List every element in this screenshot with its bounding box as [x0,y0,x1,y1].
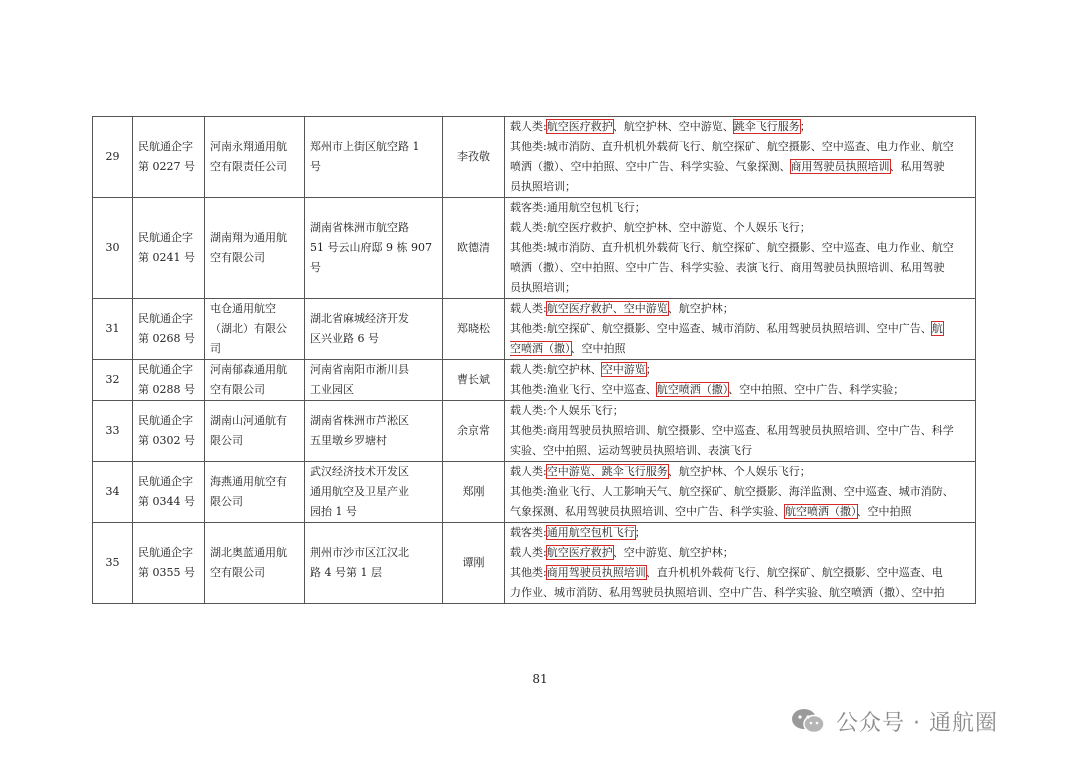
address-line: 河南省南阳市淅川县 [310,363,409,376]
scope-text: 载人类: [510,465,547,478]
table-row [93,360,976,401]
scope-text: 载人类:个人娱乐飞行； [510,404,624,417]
scope-text: 、空中游览、航空护林； [612,546,734,559]
legal-representative: 余京常 [457,424,490,437]
row-number-cell [93,117,133,198]
scope-line [510,482,970,502]
business-scope-cell [505,198,976,299]
legal-representative: 曹长斌 [457,373,490,386]
permit-line: 民航通企字 [138,231,193,244]
company-line: 限公司 [210,434,243,447]
permit-line: 第 0241 号 [138,251,195,264]
highlighted-service: 航空喷洒（撒） [785,505,857,518]
table-row [93,523,976,604]
address-cell [305,523,443,604]
highlighted-service: 空喷洒（撒） [510,342,571,355]
permit-line: 第 0302 号 [138,434,195,447]
person-cell [443,117,505,198]
person-cell [443,523,505,604]
company-cell [205,117,305,198]
highlighted-service: 通用航空包机飞行 [546,526,635,539]
address-cell [305,198,443,299]
scope-line [510,380,970,400]
table-row [93,401,976,462]
permit-cell [133,117,205,198]
legal-representative: 李孜敬 [457,150,490,163]
scope-line [510,563,970,583]
row-number-cell [93,523,133,604]
company-line: 河南永翔通用航 [210,140,287,153]
company-line: 屯仓通用航空 [210,302,276,315]
address-cell [305,462,443,523]
address-line: 号 [310,160,321,173]
permit-cell [133,360,205,401]
permit-line: 民航通企字 [138,140,193,153]
address-cell [305,360,443,401]
scope-text: 、空中拍照、空中广告、科学实验； [728,383,905,396]
permit-line: 民航通企字 [138,546,193,559]
address-line: 51 号云山府邸 9 栋 907 [310,241,432,254]
address-line: 通用航空及卫星产业 [310,485,409,498]
scope-text: 、航空护林、个人娱乐飞行； [667,465,811,478]
scope-line [510,278,970,298]
company-line: 空有限责任公司 [210,160,287,173]
scope-text: 其他类:渔业飞行、人工影响天气、航空探矿、航空摄影、海洋监测、空中巡查、城市消防、 [510,485,954,498]
scope-text: 其他类: [510,566,547,579]
scope-line [510,157,970,177]
scope-line [510,319,970,339]
table-row [93,117,976,198]
scope-text: 气象探测、私用驾驶员执照培训、空中广告、科学实验、 [510,505,785,518]
wechat-icon [790,706,826,736]
table-row [93,462,976,523]
highlighted-service: 航空喷洒（撒） [656,383,729,396]
scope-line [510,238,970,258]
scope-text: 力作业、城市消防、私用驾驶员执照培训、空中广告、科学实验、航空喷洒（撒）、空中拍 [510,586,945,599]
highlighted-service: 商用驾驶员执照培训 [790,160,890,173]
scope-text: 、航空护林、空中游览、 [612,120,734,133]
scope-line [510,462,970,482]
address-line: 荆州市沙市区江汉北 [310,546,409,559]
permit-line: 第 0288 号 [138,383,195,396]
permit-cell [133,198,205,299]
scope-text: 员执照培训； [510,180,576,193]
scope-text: 、私用驾驶 [889,160,945,173]
legal-representative: 郑刚 [462,485,485,498]
scope-line [510,299,970,319]
permit-line: 第 0268 号 [138,332,195,345]
address-line: 湖南省株洲市芦淞区 [310,414,409,427]
scope-line [510,543,970,563]
watermark-text: 公众号 · 通航圈 [836,710,998,736]
permit-line: 民航通企字 [138,312,193,325]
scope-line [510,360,970,380]
row-number: 33 [105,424,120,437]
registry-table-body [93,117,976,604]
permit-line: 第 0355 号 [138,566,195,579]
highlighted-service: 空中游览 [601,363,646,376]
scope-text: 其他类:城市消防、直升机机外载荷飞行、航空探矿、航空摄影、空中巡查、电力作业、航空 [510,241,954,254]
business-scope-cell [505,523,976,604]
scope-text: 、航空护林； [667,302,734,315]
watermark [790,701,998,741]
scope-text: 载人类:航空医疗救护、航空护林、空中游览、个人娱乐飞行； [510,221,811,234]
highlighted-service: 航空医疗救护 [546,120,613,133]
scope-line [510,583,970,603]
address-line: 湖南省株洲市航空路 [310,221,409,234]
permit-cell [133,299,205,360]
highlighted-service: 航空医疗救护 [546,546,613,559]
registry-table [92,116,976,604]
scope-line [510,502,970,522]
address-cell [305,117,443,198]
address-line: 路 4 号第 1 层 [310,566,382,579]
business-scope-cell [505,360,976,401]
address-cell [305,401,443,462]
address-line: 武汉经济技术开发区 [310,465,409,478]
row-number-cell [93,299,133,360]
row-number-cell [93,401,133,462]
row-number: 31 [105,322,120,335]
scope-text: 员执照培训； [510,281,576,294]
permit-line: 民航通企字 [138,363,193,376]
scope-text: ； [645,363,657,376]
person-cell [443,198,505,299]
company-line: 湖南山河通航有 [210,414,287,427]
scope-line [510,177,970,197]
scope-line [510,137,970,157]
row-number-cell [93,360,133,401]
permit-cell [133,523,205,604]
company-line: 河南郁森通用航 [210,363,287,376]
company-line: 海燕通用航空有 [210,475,287,488]
address-line: 园抬 1 号 [310,505,357,518]
scope-text: 载人类: [510,120,547,133]
scope-text: 载客类: [510,526,547,539]
scope-text: 喷洒（撒）、空中拍照、空中广告、科学实验、表演飞行、商用驾驶员执照培训、私用驾驶 [510,261,945,274]
company-line: 司 [210,342,221,355]
business-scope-cell [505,401,976,462]
person-cell [443,401,505,462]
row-number: 34 [105,485,120,498]
company-line: 空有限公司 [210,383,265,396]
person-cell [443,462,505,523]
company-cell [205,401,305,462]
scope-text: 、空中拍照 [570,342,626,355]
scope-text: ； [634,526,646,539]
scope-line [510,117,970,137]
scope-text: 其他类:航空探矿、航空摄影、空中巡查、城市消防、私用驾驶员执照培训、空中广告、 [510,322,932,335]
permit-cell [133,401,205,462]
scope-text: 载人类:航空护林、 [510,363,602,376]
scope-text: 、直升机机外载荷飞行、航空探矿、航空摄影、空中巡查、电 [645,566,943,579]
highlighted-service: 空中游览、跳伞飞行服务 [546,465,668,478]
scope-line [510,401,970,421]
scope-text: 其他类:城市消防、直升机机外载荷飞行、航空探矿、航空摄影、空中巡查、电力作业、航空 [510,140,954,153]
company-line: 空有限公司 [210,566,265,579]
scope-line [510,339,970,359]
scope-line [510,198,970,218]
highlighted-service: 航 [931,322,943,335]
legal-representative: 谭刚 [462,556,485,569]
address-line: 湖北省麻城经济开发 [310,312,409,325]
row-number: 30 [105,241,120,254]
scope-text: 载人类: [510,302,547,315]
highlighted-service: 航空医疗救护、空中游览 [546,302,668,315]
scope-line [510,441,970,461]
address-cell [305,299,443,360]
company-cell [205,462,305,523]
scope-line [510,421,970,441]
scope-line [510,258,970,278]
company-cell [205,299,305,360]
scope-line [510,523,970,543]
scope-text: 载客类:通用航空包机飞行； [510,201,646,214]
address-line: 号 [310,261,321,274]
company-cell [205,198,305,299]
scope-line [510,218,970,238]
highlighted-service: 商用驾驶员执照培训 [546,566,646,579]
page-number: 81 [532,672,548,686]
legal-representative: 欧德清 [457,241,490,254]
row-number: 29 [105,150,120,163]
company-cell [205,523,305,604]
scope-text: 、空中拍照 [856,505,912,518]
row-number: 35 [105,556,120,569]
permit-line: 民航通企字 [138,414,193,427]
business-scope-cell [505,462,976,523]
highlighted-service: 跳伞飞行服务 [733,120,800,133]
address-line: 郑州市上街区航空路 1 [310,140,420,153]
company-line: 湖北奥蓝通用航 [210,546,287,559]
business-scope-cell [505,299,976,360]
table-row [93,299,976,360]
company-line: （湖北）有限公 [210,322,287,335]
legal-representative: 郑晓松 [457,322,490,335]
scope-text: 实验、空中拍照、运动驾驶员执照培训、表演飞行 [510,444,752,457]
address-line: 区兴业路 6 号 [310,332,379,345]
permit-cell [133,462,205,523]
row-number: 32 [105,373,120,386]
business-scope-cell [505,117,976,198]
person-cell [443,299,505,360]
scope-text: 其他类:渔业飞行、空中巡查、 [510,383,657,396]
company-line: 空有限公司 [210,251,265,264]
company-line: 湖南翔为通用航 [210,231,287,244]
person-cell [443,360,505,401]
address-line: 五里墩乡罗塘村 [310,434,387,447]
permit-line: 第 0227 号 [138,160,195,173]
company-line: 限公司 [210,495,243,508]
row-number-cell [93,198,133,299]
company-cell [205,360,305,401]
permit-line: 民航通企字 [138,475,193,488]
scope-text: 其他类:商用驾驶员执照培训、航空摄影、空中巡查、私用驾驶员执照培训、空中广告、科学 [510,424,954,437]
scope-text: 载人类: [510,546,547,559]
scope-text: ； [799,120,811,133]
row-number-cell [93,462,133,523]
address-line: 工业园区 [310,383,354,396]
scope-text: 喷洒（撒）、空中拍照、空中广告、科学实验、气象探测、 [510,160,791,173]
table-row [93,198,976,299]
permit-line: 第 0344 号 [138,495,195,508]
